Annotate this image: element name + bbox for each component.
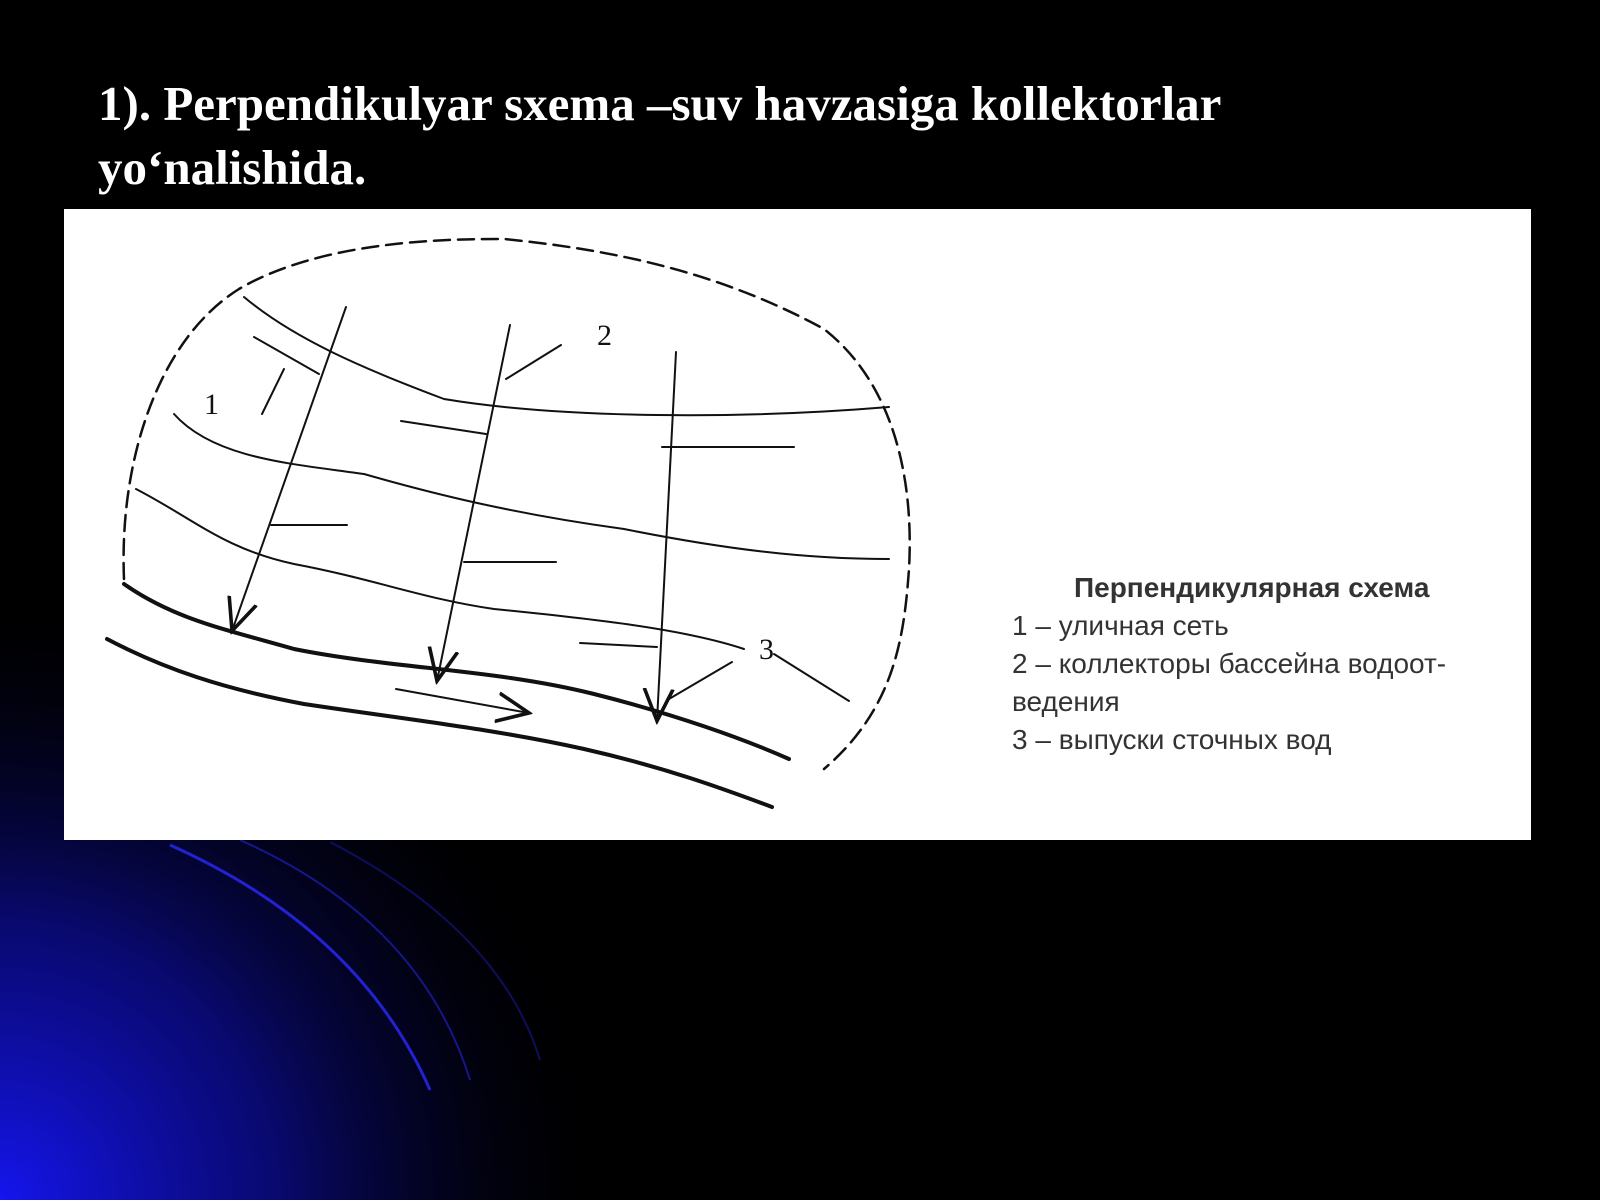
legend — [1012, 569, 1524, 759]
street-line — [174, 414, 889, 559]
flow-arrow — [396, 689, 529, 713]
label-collectors: 2 — [597, 319, 612, 352]
street-line — [244, 297, 889, 415]
legend-title: Перпендикулярная схема — [1074, 572, 1430, 603]
slide-title — [98, 72, 1518, 200]
street-line — [136, 489, 744, 649]
street-line — [254, 337, 319, 374]
legend-item: 2 – коллекторы бассейна водоот- — [1012, 648, 1447, 679]
street-line — [580, 643, 657, 647]
street-line — [774, 654, 849, 701]
street-line — [262, 369, 284, 414]
legend-item: ведения — [1012, 686, 1120, 717]
label-street-network: 1 — [204, 388, 219, 421]
legend-item: 3 – выпуски сточных вод — [1012, 724, 1332, 755]
leader-line-2 — [506, 345, 561, 379]
river-bank-upper — [124, 584, 789, 759]
leader-line-3 — [669, 662, 732, 699]
slide-title-line-2: yo‘nalishida. — [98, 140, 367, 195]
slide-title-line-1: 1). Perpendikulyar sxema –suv havzasiga kollektorlar — [98, 76, 1222, 131]
legend-item: 1 – уличная сеть — [1012, 610, 1229, 641]
street-line — [401, 421, 486, 434]
collector-line — [437, 325, 510, 681]
perpendicular-scheme-figure — [64, 209, 1531, 840]
label-outlets: 3 — [759, 633, 774, 666]
